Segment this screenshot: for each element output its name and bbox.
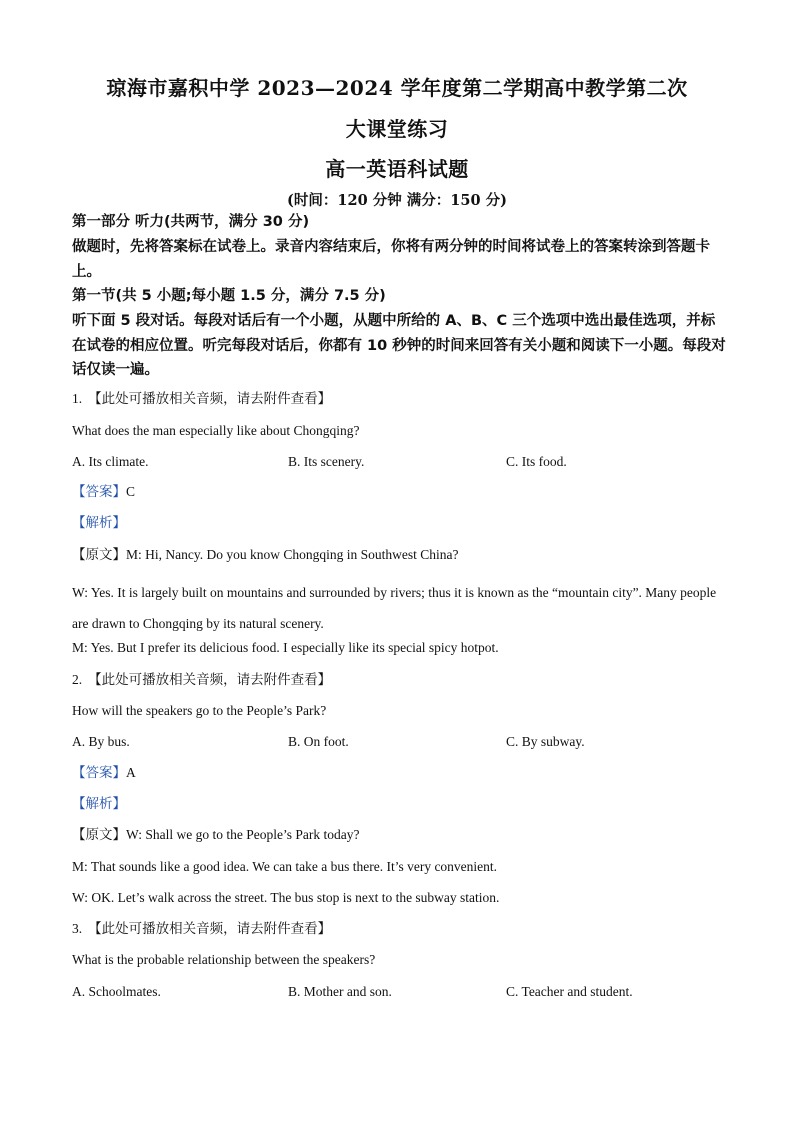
original-label: 【原文】: [72, 827, 126, 843]
question-1-option-a: A. Its climate.: [72, 454, 149, 469]
question-1-stem: What does the man especially like about Chongqing?: [72, 423, 360, 438]
question-2-stem: How will the speakers go to the People’s Park?: [72, 703, 327, 718]
question-number: 2.: [72, 672, 83, 687]
question-3-header: [72, 920, 331, 938]
audio-note: 【此处可播放相关音频，请去附件查看】: [88, 921, 332, 937]
answer-value: A: [126, 765, 136, 780]
question-3-option-c: C. Teacher and student.: [506, 984, 633, 999]
audio-note: 【此处可播放相关音频，请去附件查看】: [88, 672, 332, 688]
question-2-answer: [72, 764, 136, 782]
part-instruction: 做题时，先将答案标在试卷上。录音内容结束后，你将有两分钟的时间将试卷上的答案转涂到答题卡上。: [72, 239, 710, 280]
question-2-option-a: A. By bus.: [72, 734, 130, 749]
question-1-header: [72, 390, 331, 408]
part-heading: 第一部分 听力(共两节，满分 30 分): [72, 214, 310, 230]
answer-label: 【答案】: [72, 484, 126, 500]
transcript-text: M: Hi, Nancy. Do you know Chongqing in Southwest China?: [126, 547, 459, 562]
question-1-transcript-line3: M: Yes. But I prefer its delicious food. I especially like its special spicy hotpot.: [72, 640, 499, 655]
question-number: 3.: [72, 921, 83, 936]
answer-label: 【答案】: [72, 765, 126, 781]
exam-title-line2: 大课堂练习: [345, 117, 449, 141]
question-2-transcript-line1: [72, 826, 359, 844]
answer-value: C: [126, 484, 136, 499]
transcript-text: W: Shall we go to the People’s Park today?: [126, 827, 360, 842]
exam-subject-title: 高一英语科试题: [325, 157, 469, 181]
question-2-transcript-line3: W: OK. Let’s walk across the street. The bus stop is next to the subway station.: [72, 890, 500, 905]
question-2-option-c: C. By subway.: [506, 734, 585, 749]
question-3-option-a: A. Schoolmates.: [72, 984, 161, 999]
question-3-stem: What is the probable relationship between the speakers?: [72, 952, 376, 967]
exam-time-info: (时间：120 分钟 满分：150 分): [287, 192, 507, 209]
question-1-option-b: B. Its scenery.: [288, 454, 365, 469]
question-2-analysis-label: [72, 795, 126, 813]
question-2-header: [72, 671, 331, 689]
question-1-option-c: C. Its food.: [506, 454, 567, 469]
question-2-transcript-line2: M: That sounds like a good idea. We can take a bus there. It’s very convenient.: [72, 859, 498, 874]
section-heading: 第一节(共 5 小题;每小题 1.5 分，满分 7.5 分): [72, 288, 386, 304]
question-1-analysis-label: [72, 514, 126, 532]
question-1-transcript-line1: [72, 546, 458, 564]
question-1-answer: [72, 483, 135, 501]
analysis-label: 【解析】: [72, 796, 126, 812]
question-2-option-b: B. On foot.: [288, 734, 349, 749]
original-label: 【原文】: [72, 547, 126, 563]
question-number: 1.: [72, 391, 83, 406]
analysis-label: 【解析】: [72, 515, 126, 531]
question-1-transcript-line2: W: Yes. It is largely built on mountains and surrounded by rivers; thus it is known as the “mountain city”. Many people are drawn to Chongqing by its natural scenery.: [72, 585, 717, 631]
exam-title-line1: 琼海市嘉积中学 2023—2024 学年度第二学期高中教学第二次: [106, 76, 688, 100]
section-instruction: 听下面 5 段对话。每段对话后有一个小题，从题中所给的 A、B、C 三个选项中选出最佳选项，并标在试卷的相应位置。听完每段对话后，你都有 10 秒钟的时间来回答有关小题和阅读下一小题。每段对话仅读一遍。: [72, 313, 726, 378]
question-3-option-b: B. Mother and son.: [288, 984, 392, 999]
audio-note: 【此处可播放相关音频，请去附件查看】: [88, 391, 332, 407]
